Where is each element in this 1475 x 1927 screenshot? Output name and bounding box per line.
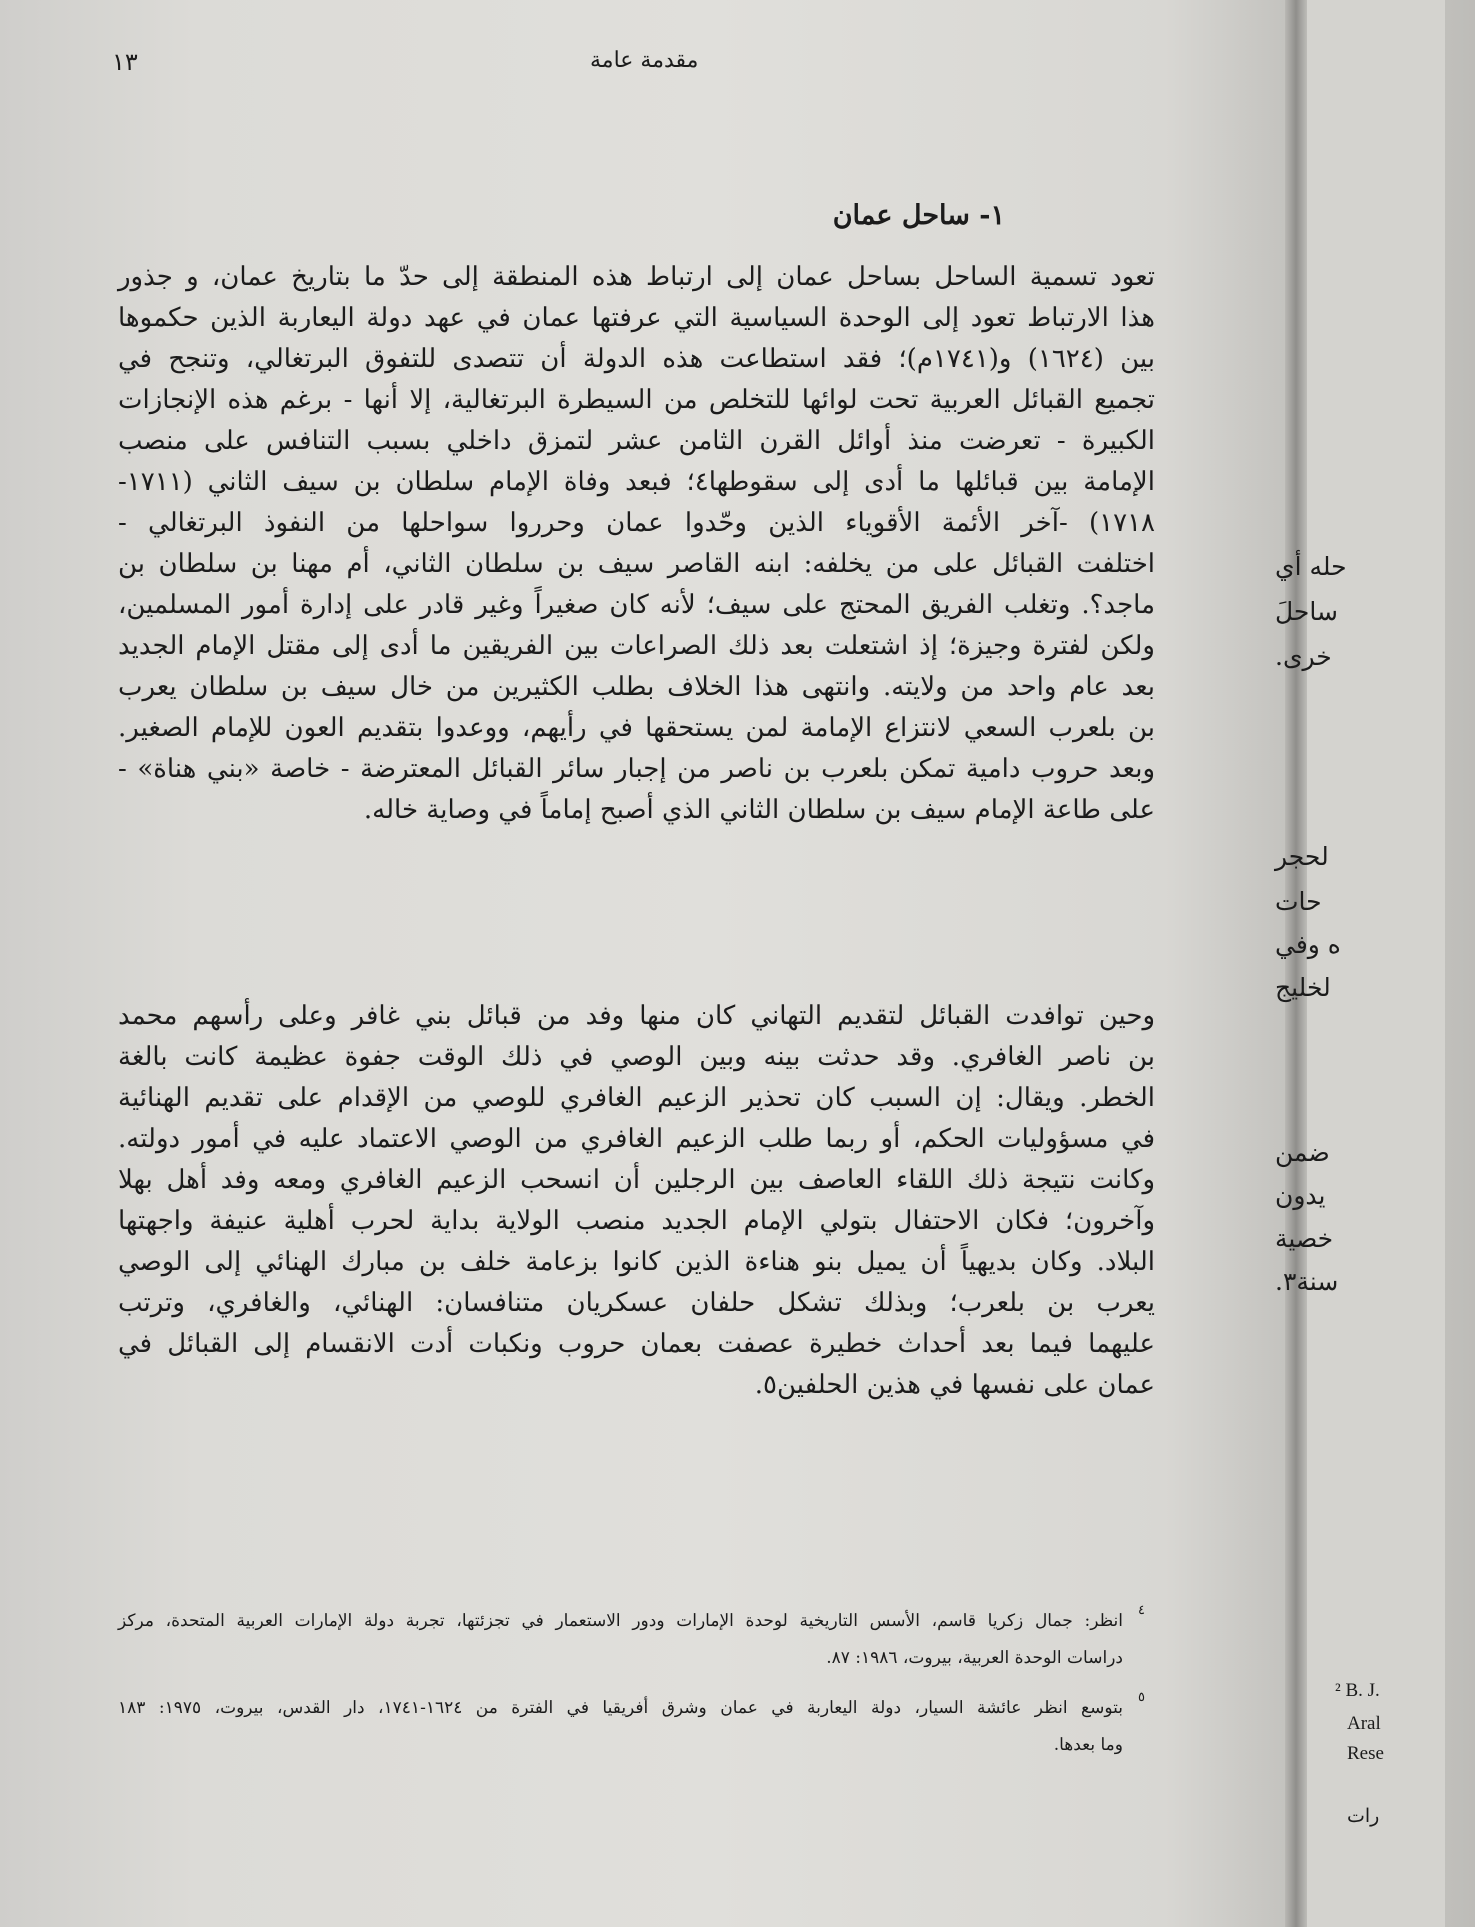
book-gutter: [1285, 0, 1307, 1927]
footnote-fragment: Aral: [1347, 1713, 1381, 1734]
text-line: وكانت نتيجة ذلك اللقاء العاصف بين الرجلين أن انسحب الزعيم الغافري ومعه وفد أهل بهلا: [118, 1165, 1155, 1195]
running-title: مقدمة عامة: [590, 48, 699, 73]
footnote-number: ٥: [1138, 1690, 1145, 1705]
footnote-line: انظر: جمال زكريا قاسم، الأسس التاريخية لوحدة الإمارات ودور الاستعمار في تجزئتها، تجربة دولة الإمارات العربية المتحدة، مركز: [118, 1611, 1123, 1631]
text-line: بين (١٦٢٤) و(١٧٤١م)؛ فقد استطاعت هذه الدولة أن تتصدى للتفوق البرتغالي، وتنجح في: [118, 344, 1155, 374]
text-fragment: لخليج: [1275, 973, 1331, 1002]
text-line: الخطر. ويقال: إن السبب كان تحذير الزعيم الغافري للوصي من الإقدام على تقديم الهنائية: [118, 1083, 1155, 1113]
text-line: بن بلعرب السعي لانتزاع الإمامة لمن يستحقها في رأيهم، ووعدوا بتقديم العون للإمام الصغير.: [118, 713, 1155, 743]
text-fragment: سنة٣.: [1275, 1267, 1339, 1296]
text-line: وبعد حروب دامية تمكن بلعرب بن ناصر من إجبار سائر القبائل المعترضة - خاصة «بني هناة» -: [118, 754, 1155, 784]
text-line: اختلفت القبائل على من يخلفه: ابنه القاصر سيف بن سلطان الثاني، أم مهنا بن سلطان بن: [118, 549, 1155, 579]
text-line: عمان على نفسها في هذين الحلفين٥.: [754, 1370, 1155, 1400]
text-fragment: ساحلَ: [1275, 597, 1338, 626]
footnote-5: [118, 1690, 1145, 1764]
text-line: ولكن لفترة وجيزة؛ إذ اشتعلت بعد ذلك الصراعات بين الفريقين ما أدى إلى مقتل الإمام الجديد: [118, 631, 1155, 661]
text-fragment: خرى.: [1275, 642, 1332, 671]
text-line: هذا الارتباط تعود إلى الوحدة السياسية التي عرفتها عمان في عهد دولة اليعاربة الذين حكموها: [118, 303, 1155, 333]
text-line: يعرب بن بلعرب؛ وبذلك تشكل حلفان عسكريان متنافسان: الهنائي، والغافري، وترتب: [118, 1288, 1155, 1318]
text-line: ١٧١٨) -آخر الأئمة الأقوياء الذين وحّدوا عمان وحرروا سواحلها من النفوذ البرتغالي -: [118, 508, 1155, 538]
text-fragment: خصية: [1275, 1224, 1334, 1253]
text-line: تعود تسمية الساحل بساحل عمان إلى ارتباط هذه المنطقة إلى حدّ ما بتاريخ عمان، و جذور: [118, 262, 1155, 292]
text-line: البلاد. وكان بديهياً أن يميل بنو هناءة الذين كانوا بزعامة خلف بن مبارك الهنائي إلى الوصي: [118, 1247, 1155, 1277]
text-line: وحين توافدت القبائل لتقديم التهاني كان منها وفد من قبائل بني غافر وعلى رأسهم محمد: [118, 1001, 1155, 1031]
book-page-right: [1275, 0, 1445, 1927]
text-fragment: لحجر: [1275, 842, 1329, 871]
text-fragment: ضمن: [1275, 1138, 1330, 1167]
footnote-4: [118, 1603, 1145, 1677]
text-line: وآخرون؛ فكان الاحتفال بتولي الإمام الجديد منصب الولاية بداية لحرب أهلية عنيفة واجهتها: [118, 1206, 1155, 1236]
text-fragment: يدون: [1275, 1181, 1326, 1210]
section-title: ١- ساحل عمان: [832, 200, 1005, 231]
footnote-line: دراسات الوحدة العربية، بيروت، ١٩٨٦: ٨٧.: [826, 1648, 1123, 1668]
footnote-number: ٤: [1138, 1603, 1145, 1618]
text-fragment: حات: [1275, 887, 1322, 916]
text-line: ماجد؟. وتغلب الفريق المحتج على سيف؛ لأنه كان صغيراً وغير قادر على إدارة أمور المسلمين،: [118, 590, 1155, 620]
text-line: في مسؤوليات الحكم، أو ربما طلب الزعيم الغافري من الوصي الاعتماد عليه في أمور دولته.: [118, 1124, 1155, 1154]
text-fragment: حله أي: [1275, 552, 1347, 581]
text-line: بن ناصر الغافري. وقد حدثت بينه وبين الوصي في ذلك الوقت جفوة عظيمة كانت بالغة: [118, 1042, 1155, 1072]
text-line: تجميع القبائل العربية تحت لوائها للتخلص من السيطرة البرتغالية، إلا أنها - برغم هذه الإنجازات: [118, 385, 1155, 415]
paragraph-2: [118, 996, 1155, 1406]
footnote-line: وما بعدها.: [1053, 1735, 1123, 1755]
text-line: عليهما فيما بعد أحداث خطيرة عصفت بعمان حروب ونكبات أدت الانقسام إلى القبائل في: [118, 1329, 1155, 1359]
paragraph-1: [118, 257, 1155, 831]
text-line: الإمامة بين قبائلها ما أدى إلى سقوطها٤؛ فبعد وفاة الإمام سلطان بن سيف الثاني (١٧١١-: [118, 467, 1155, 497]
footnote-line: بتوسع انظر عائشة السيار، دولة اليعاربة في عمان وشرق أفريقيا في الفترة من ١٦٢٤-١٧٤١، دار القدس، بيروت، ١٩٧٥: ١٨٣: [118, 1698, 1123, 1718]
footnote-fragment: ² B. J.: [1335, 1680, 1380, 1701]
footnote-fragment: Rese: [1347, 1743, 1384, 1764]
page-number: ١٣: [112, 48, 138, 76]
text-fragment: ه وفي: [1275, 930, 1341, 959]
text-line: بعد عام واحد من ولايته. وانتهى هذا الخلاف بطلب الكثيرين من خال سيف بن سلطان يعرب: [118, 672, 1155, 702]
text-line: الكبيرة - تعرضت منذ أوائل القرن الثامن عشر لتمزق داخلي بسبب التنافس على منصب: [118, 426, 1155, 456]
text-line: على طاعة الإمام سيف بن سلطان الثاني الذي أصبح إماماً في وصاية خاله.: [363, 795, 1155, 825]
footnote-fragment: رات: [1347, 1806, 1380, 1827]
